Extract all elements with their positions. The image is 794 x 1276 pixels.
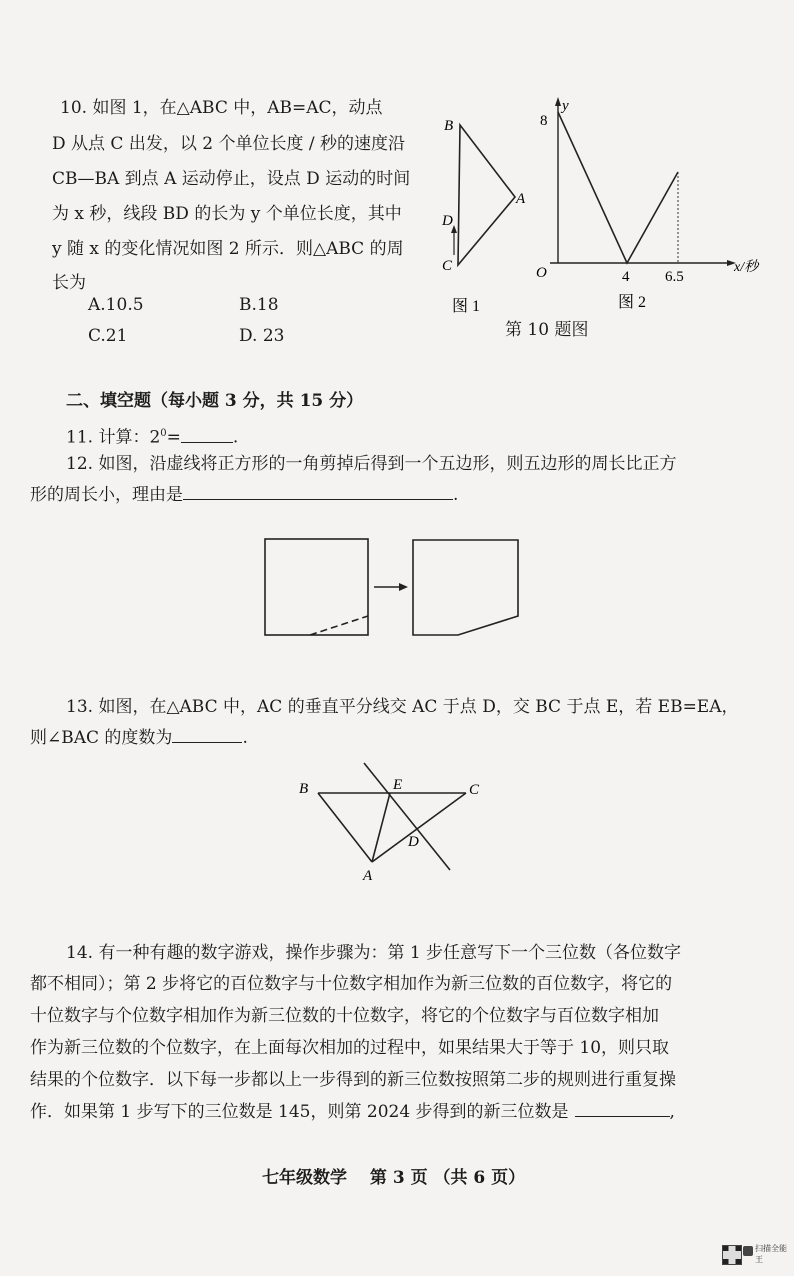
option-c: C.21: [88, 326, 128, 346]
q13-figure: [290, 760, 490, 890]
q14-line-5: 结果的个位数字．以下每一步都以上一步得到的新三位数按照第二步的规则进行重复操: [30, 1070, 676, 1090]
q10-figure-1: [430, 105, 540, 330]
option-a: A.10.5: [88, 295, 144, 315]
fig1-caption: 图 1: [452, 298, 481, 315]
q13-line-2: 则∠BAC 的度数为 .: [30, 723, 248, 754]
q11-exponent: 0: [160, 428, 167, 439]
label-c: C: [442, 258, 453, 274]
label-d: D: [442, 213, 453, 229]
q10-line-1: 10. 如图 1，在△ABC 中，AB=AC，动点: [60, 98, 383, 118]
q13-line-1: 13. 如图，在△ABC 中，AC 的垂直平分线交 AC 于点 D，交 BC 于点 E，若 EB=EA，: [66, 697, 739, 717]
q12-figure: [258, 532, 528, 642]
q10-figure-caption: 第 10 题图: [505, 320, 589, 340]
q10-figure-2: [530, 95, 780, 320]
option-b: B.18: [239, 295, 279, 315]
triangle-abc: [458, 125, 515, 265]
q10-line-3: CB—BA 到点 A 运动停止，设点 D 运动的时间: [52, 169, 411, 189]
y-axis-arrow: [555, 97, 561, 106]
q14-line-2: 都不相同）；第 2 步将它的百位数字与十位数字相加作为新三位数的百位数字，将它的: [30, 974, 673, 994]
q12-answer-blank[interactable]: [183, 481, 453, 500]
label-d: D: [408, 834, 419, 850]
scanner-watermark: 扫描全能王: [755, 1244, 787, 1264]
q10-line-4: 为 x 秒，线段 BD 的长为 y 个单位长度，其中: [52, 204, 402, 224]
q11-prefix: 11. 计算：2: [66, 427, 161, 448]
q14-line-6: 作．如果第 1 步写下的三位数是 145，则第 2024 步得到的新三位数是 ,: [30, 1097, 675, 1128]
label-a: A: [363, 868, 373, 884]
q11-suffix: =: [166, 427, 181, 448]
option-d: D. 23: [239, 326, 285, 346]
q13-line-2-text: 则∠BAC 的度数为: [30, 728, 173, 748]
x-tick-4: 4: [622, 269, 630, 285]
label-b: B: [299, 781, 309, 797]
perpendicular-bisector: [364, 763, 450, 870]
q10-line-2: D 从点 C 出发，以 2 个单位长度 / 秒的速度沿: [52, 134, 406, 154]
q12-line-1: 12. 如图，沿虚线将正方形的一角剪掉后得到一个五边形，则五边形的周长比正方: [66, 454, 677, 474]
page-footer: 七年级数学 第 3 页 （共 6 页）: [262, 1168, 526, 1188]
x-axis-label: x/秒: [734, 260, 759, 275]
q14-line-6-text: 作．如果第 1 步写下的三位数是 145，则第 2024 步得到的新三位数是: [30, 1102, 569, 1122]
label-a: A: [516, 191, 526, 207]
q11-answer-blank[interactable]: [181, 424, 233, 443]
question-11: 11. 计算：$2^0=$ .: [66, 418, 238, 454]
transform-arrow-head: [399, 583, 408, 591]
q12-line-2: 形的周长小，理由是 .: [30, 480, 458, 511]
graph-line: [558, 112, 678, 263]
q14-line-1: 14. 有一种有趣的数字游戏，操作步骤为：第 1 步任意写下一个三位数（各位数字: [66, 943, 682, 963]
y-axis-label: y: [562, 98, 569, 114]
x-tick-6-5: 6.5: [665, 269, 684, 285]
segment-ac: [372, 793, 466, 862]
section-heading: 二、填空题（每小题 3 分，共 15 分）: [66, 391, 364, 411]
q14-line-4: 作为新三位数的个位数字，在上面每次相加的过程中，如果结果大于等于 10，则只取: [30, 1038, 670, 1058]
qr-code-icon: [722, 1245, 742, 1265]
q13-answer-blank[interactable]: [172, 724, 242, 743]
scanner-logo-icon: [743, 1246, 753, 1256]
label-c: C: [469, 782, 480, 798]
segment-ba: [318, 793, 372, 862]
label-b: B: [444, 118, 454, 134]
q12-line-2-text: 形的周长小，理由是: [30, 485, 183, 505]
q14-line-3: 十位数字与个位数字相加作为新三位数的十位数字，将它的个位数字与百位数字相加: [30, 1006, 659, 1026]
q10-line-6: 长为: [52, 273, 86, 293]
y-tick-8: 8: [540, 113, 548, 129]
pentagon: [413, 540, 518, 635]
q10-line-5: y 随 x 的变化情况如图 2 所示．则△ABC 的周: [52, 239, 404, 259]
label-e: E: [393, 777, 403, 793]
origin-label: O: [536, 265, 547, 281]
q14-answer-blank[interactable]: [575, 1098, 670, 1117]
fig2-caption: 图 2: [618, 294, 647, 311]
cut-dashed-line: [310, 616, 368, 635]
